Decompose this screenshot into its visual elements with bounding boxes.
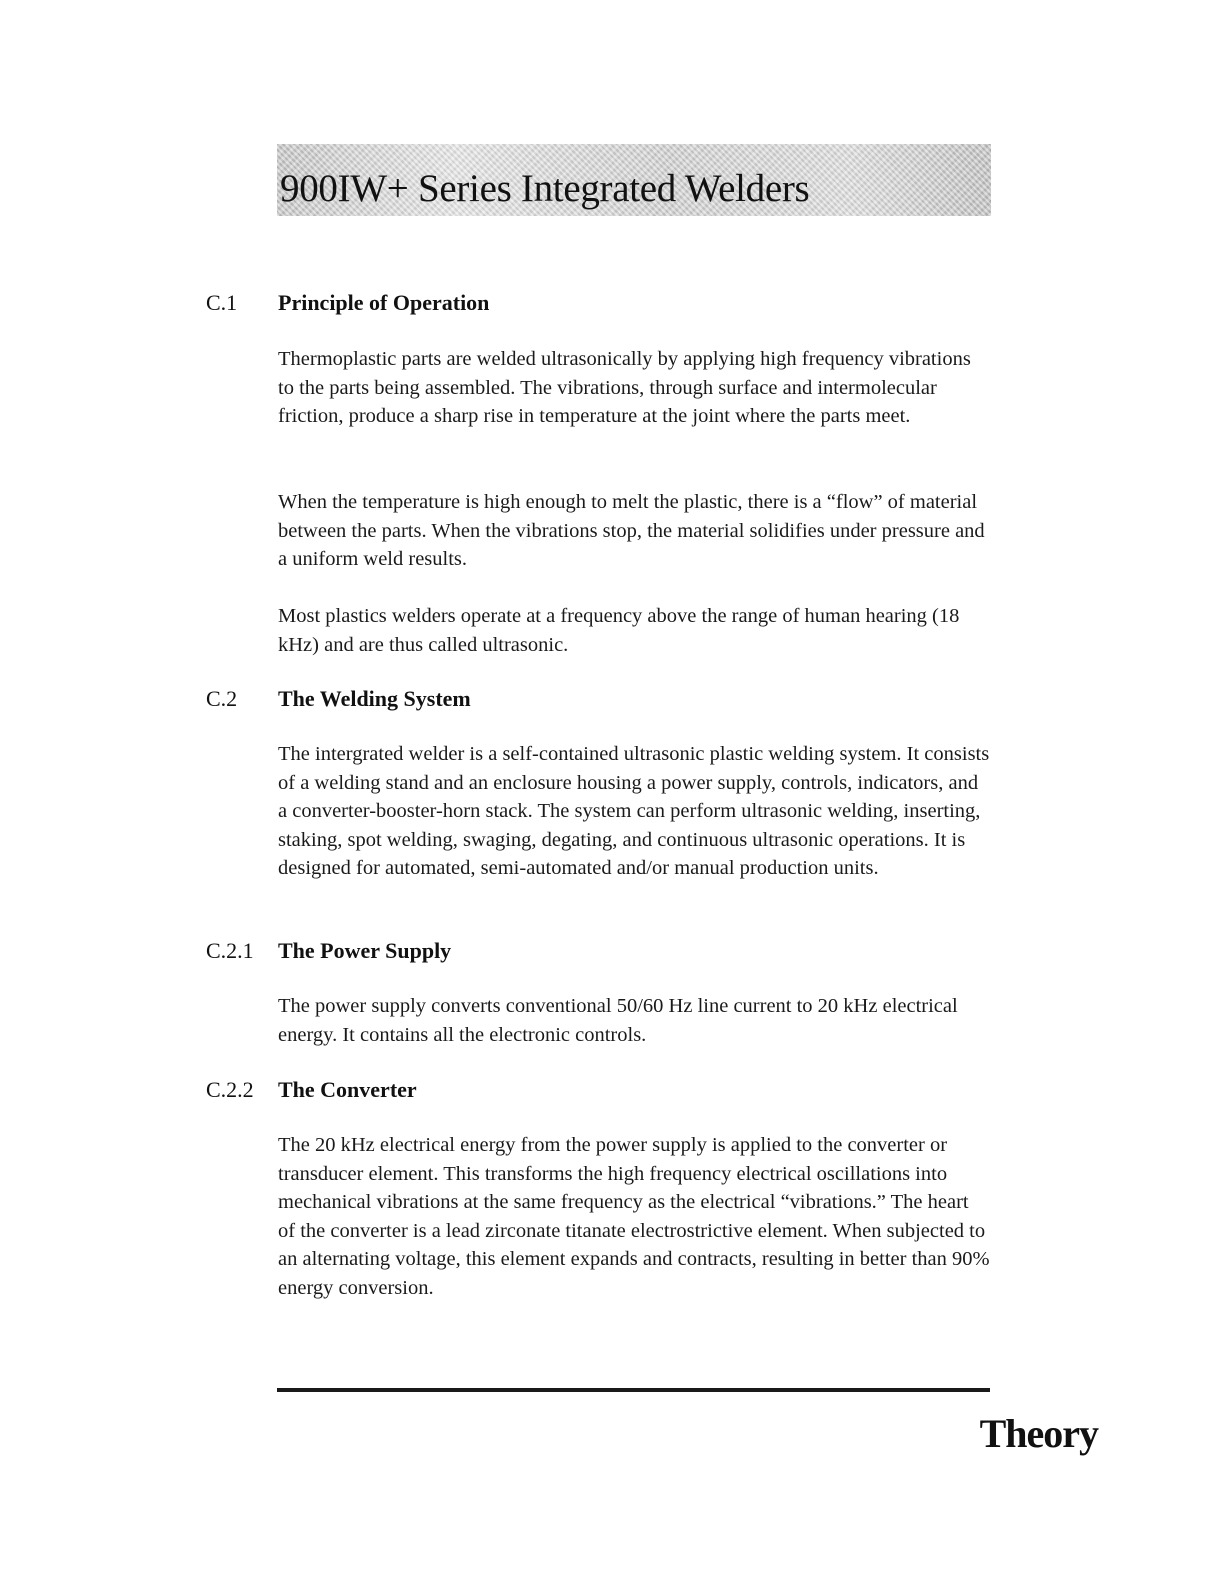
paragraph-power-supply: The power supply converts conventional 50/60 Hz line current to 20 kHz electrical energy. It contains all the electronic controls. <box>278 995 958 1046</box>
section-title-power-supply: The Power Supply <box>278 938 452 963</box>
footer-chapter-label: Theory <box>979 1411 1098 1456</box>
paragraph-principle-2: When the temperature is high enough to melt the plastic, there is a “flow” of material between the parts. When the vibrations stop, the material solidifies under pressure and a uniform weld results. <box>278 491 985 570</box>
paragraph-welding-system: The intergrated welder is a self-contained ultrasonic plastic welding system. It consists of a welding stand and an enclosure housing a power supply, controls, indicators, and a converter-booster-horn stack. The system can perform ultrasonic welding, inserting, staking, spot welding, swaging, degating, and continuous ultrasonic operations. It is designed for automated, semi-automated and/or manual production units. <box>278 743 990 879</box>
section-number-c2-2: C.2.2 <box>206 1077 254 1102</box>
page-title: 900IW+ Series Integrated Welders <box>280 167 810 210</box>
paragraph-converter: The 20 kHz electrical energy from the power supply is applied to the converter or transducer element. This transforms the high frequency electrical oscillations into mechanical vibrations at the same frequency as the electrical “vibrations.” The heart of the converter is a lead zirconate titanate electrostrictive element. When subjected to an alternating voltage, this element expands and contracts, resulting in better than 90% energy conversion. <box>278 1134 990 1299</box>
section-number-c2: C.2 <box>206 686 238 711</box>
section-title-welding-system: The Welding System <box>278 686 471 711</box>
paragraph-principle-3: Most plastics welders operate at a frequency above the range of human hearing (18 kHz) and are thus called ultrasonic. <box>278 605 960 656</box>
section-title-converter: The Converter <box>278 1077 417 1102</box>
section-number-c2-1: C.2.1 <box>206 938 254 963</box>
section-number-c1: C.1 <box>206 290 238 315</box>
section-title-principle-of-operation: Principle of Operation <box>278 290 490 315</box>
paragraph-principle-1: Thermoplastic parts are welded ultrasonically by applying high frequency vibrations to the parts being assembled. The vibrations, through surface and intermolecular friction, produce a sharp rise in temperature at the joint where the parts meet. <box>278 348 971 427</box>
footer-divider <box>277 1388 990 1392</box>
